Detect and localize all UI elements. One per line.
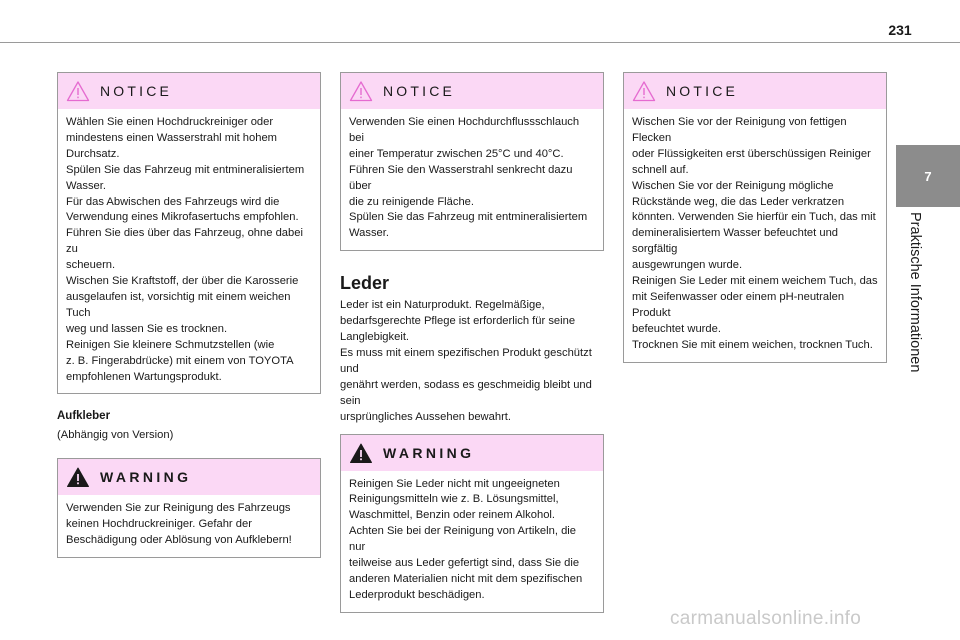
column-2 (340, 72, 604, 613)
text-line: Reinigungsmitteln wie z. B. Lösungsmittel, (349, 493, 559, 506)
text-line: Für das Abwischen des Fahrzeugs wird die (66, 195, 280, 208)
text-line: ursprüngliches Aussehen bewahrt. (340, 410, 512, 423)
text-line: Leder ist ein Naturprodukt. Regelmäßige, (340, 299, 545, 312)
warning-body (341, 471, 603, 612)
text-line: die zu reinigende Fläche. (349, 195, 475, 208)
text-line: Lederprodukt beschädigen. (349, 588, 485, 601)
text-line: einer Temperatur zwischen 25°C und 40°C. (349, 147, 564, 160)
text-line: Spülen Sie das Fahrzeug mit entmineralisiertem (66, 163, 305, 176)
notice-box (57, 72, 321, 394)
text-line: Reinigen Sie kleinere Schmutzstellen (wie (66, 338, 275, 351)
section-heading-leder: Leder (340, 273, 390, 294)
notice-title: NOTICE (383, 83, 456, 99)
header-rule (0, 42, 960, 43)
version-note: (Abhängig von Version) (57, 429, 174, 442)
text-line: Waschmittel, Benzin oder reinem Alkohol. (349, 509, 556, 522)
text-line: Reinigen Sie Leder mit einem weichem Tuch, das (632, 275, 878, 288)
text-line: Es muss mit einem spezifischen Produkt geschützt und (340, 346, 592, 375)
notice-body (58, 109, 320, 393)
text-line: mit Seifenwasser oder einem pH-neutralen Produkt (632, 290, 845, 319)
text-line: Langlebigkeit. (340, 331, 410, 344)
text-line: teilweise aus Leder gefertigt sind, dass Sie die (349, 557, 580, 570)
notice-title: NOTICE (666, 83, 739, 99)
column-3 (623, 72, 887, 363)
text-line: Trocknen Sie mit einem weichen, trocknen Tuch. (632, 338, 873, 351)
text-line: Beschädigung oder Ablösung von Aufklebern! (66, 534, 292, 547)
warning-box (340, 434, 604, 613)
text-line: Spülen Sie das Fahrzeug mit entmineralisiertem (349, 211, 588, 224)
section-heading-aufkleber: Aufkleber (57, 410, 111, 423)
warning-header (341, 435, 603, 471)
warning-body (58, 495, 320, 557)
notice-box (340, 72, 604, 251)
text-line: genährt werden, sodass es geschmeidig bleibt und sein (340, 378, 592, 407)
warning-triangle-outline-icon (632, 80, 656, 102)
notice-header (58, 73, 320, 109)
text-line: Führen Sie dies über das Fahrzeug, ohne dabei zu (66, 227, 303, 256)
warning-triangle-filled-icon (349, 442, 373, 464)
column-1 (57, 72, 321, 558)
text-line: ausgewrungen wurde. (632, 259, 743, 272)
text-line: Rückstände weg, die das Leder verkratzen (632, 195, 845, 208)
text-line: schnell auf. (632, 163, 689, 176)
notice-header (624, 73, 886, 109)
text-line: Wischen Sie Kraftstoff, der über die Karosserie (66, 275, 299, 288)
text-line: anderen Materialien nicht mit dem spezifischen (349, 572, 583, 585)
warning-triangle-filled-icon (66, 466, 90, 488)
text-line: Reinigen Sie Leder nicht mit ungeeigneten (349, 477, 560, 490)
text-line: Durchsatz. (66, 147, 120, 160)
text-line: könnten. Verwenden Sie hierfür ein Tuch, das mit (632, 211, 876, 224)
text-line: Wählen Sie einen Hochdruckreiniger oder (66, 116, 274, 128)
text-line: demineralisiertem Wasser befeuchtet und sorgfältig (632, 227, 839, 256)
text-line: empfohlenen Wartungsprodukt. (66, 370, 222, 383)
text-line: oder Flüssigkeiten erst überschüssigen Reiniger (632, 147, 871, 160)
chapter-tab[interactable]: 7 (896, 145, 960, 207)
text-line: Wischen Sie vor der Reinigung von fettigen Flecken (632, 116, 847, 144)
notice-box (623, 72, 887, 363)
text-line: mindestens einen Wasserstrahl mit hohem (66, 131, 277, 144)
text-line: ausgelaufen ist, vorsichtig mit einem weichen Tuch (66, 290, 291, 319)
warning-title: WARNING (100, 469, 192, 486)
chapter-title: Praktische Informationen (907, 212, 923, 373)
text-line: Verwendung eines Mikrofasertuchs empfohlen. (66, 211, 299, 224)
text-line: Wischen Sie vor der Reinigung mögliche (632, 179, 834, 192)
text-line: befeuchtet wurde. (632, 322, 721, 335)
warning-header (58, 459, 320, 495)
notice-header (341, 73, 603, 109)
text-line: z. B. Fingerabdrücke) mit einem von TOYOTA (66, 354, 294, 367)
text-line: keinen Hochdruckreiniger. Gefahr der (66, 518, 252, 531)
text-line: weg und lassen Sie es trocknen. (66, 322, 228, 335)
leder-paragraph (340, 298, 604, 425)
warning-triangle-outline-icon (349, 80, 373, 102)
text-line: Verwenden Sie einen Hochdurchflussschlauch bei (349, 116, 580, 144)
warning-title: WARNING (383, 444, 475, 461)
text-line: Führen Sie den Wasserstrahl senkrecht dazu über (349, 163, 573, 192)
text-line: Wasser. (349, 227, 389, 240)
warning-box (57, 458, 321, 558)
text-line: bedarfsgerechte Pflege ist erforderlich für seine (340, 315, 576, 328)
text-line: scheuern. (66, 259, 116, 272)
text-line: Wasser. (66, 179, 106, 192)
notice-body (624, 109, 886, 362)
watermark: carmanualsonline.info (670, 608, 862, 629)
notice-title: NOTICE (100, 83, 173, 99)
page-number: 231 (888, 22, 912, 38)
text-line: Verwenden Sie zur Reinigung des Fahrzeugs (66, 502, 291, 515)
warning-triangle-outline-icon (66, 80, 90, 102)
notice-body (341, 109, 603, 250)
text-line: Achten Sie bei der Reinigung von Artikeln, die nur (349, 525, 576, 554)
